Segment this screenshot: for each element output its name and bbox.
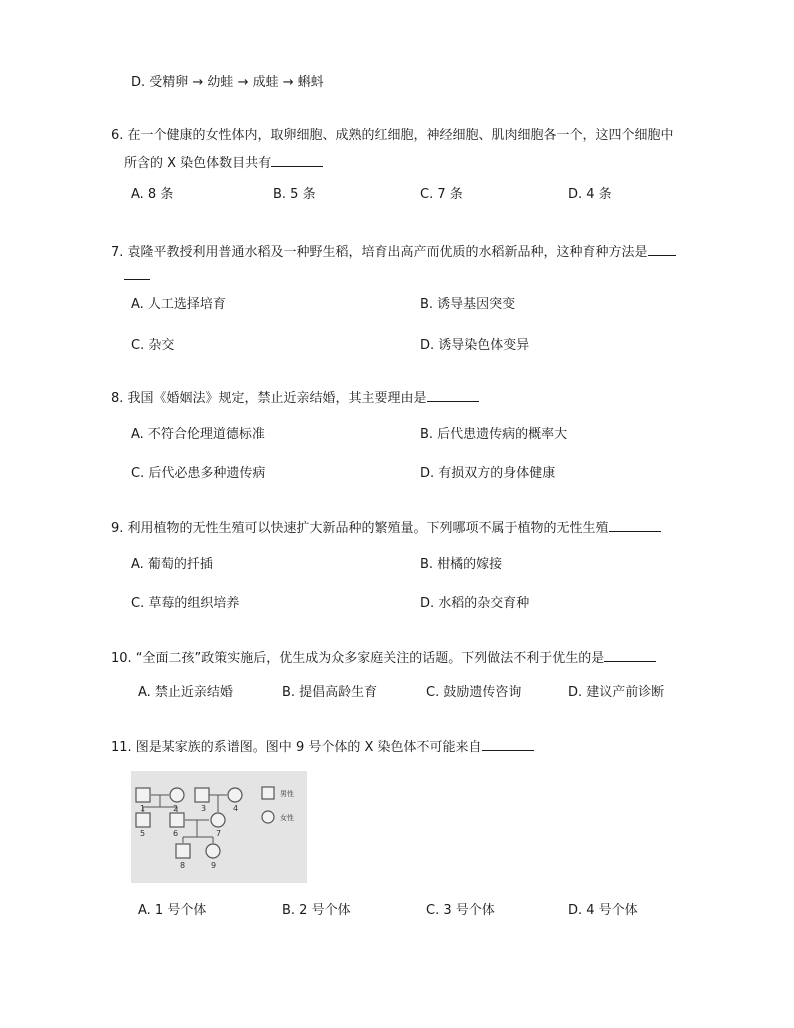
q7-option-b[interactable]: B. 诱导基因突变 (420, 297, 516, 312)
answer-blank[interactable] (427, 388, 479, 402)
q10-option-c[interactable]: C. 鼓励遗传咨询 (426, 685, 522, 700)
q8-option-d[interactable]: D. 有损双方的身体健康 (420, 466, 556, 481)
prev-option-d: D. 受精卵 → 幼蛙 → 成蛙 → 蝌蚪 (131, 75, 324, 90)
pedigree-female-4 (228, 788, 242, 802)
q8-stem: 8. 我国《婚姻法》规定，禁止近亲结婚，其主要理由是 (111, 388, 479, 408)
pedigree-female-7 (211, 813, 225, 827)
answer-blank[interactable] (609, 518, 661, 532)
answer-blank[interactable] (124, 266, 150, 280)
pedigree-number-9: 9 (211, 861, 217, 870)
pedigree-male-1 (136, 788, 150, 802)
pedigree-number-8: 8 (180, 861, 186, 870)
q8-option-b[interactable]: B. 后代患遗传病的概率大 (420, 427, 568, 442)
pedigree-number-7: 7 (216, 829, 222, 838)
q6-option-a[interactable]: A. 8 条 (131, 187, 174, 202)
q6-option-d[interactable]: D. 4 条 (568, 187, 612, 202)
q8-option-a[interactable]: A. 不符合伦理道德标准 (131, 427, 265, 442)
pedigree-male-3 (195, 788, 209, 802)
pedigree-diagram (131, 771, 307, 883)
pedigree-male-6 (170, 813, 184, 827)
pedigree-number-6: 6 (173, 829, 179, 838)
q9-option-b[interactable]: B. 柑橘的嫁接 (420, 557, 503, 572)
q11-option-c[interactable]: C. 3 号个体 (426, 903, 495, 918)
q6-stem-line2: 所含的 X 染色体数目共有 (124, 153, 323, 173)
q6-stem-line1: 6. 在一个健康的女性体内，取卵细胞、成熟的红细胞，神经细胞、肌肉细胞各一个，这四个细胞中 (111, 128, 674, 143)
q10-stem: 10. “全面二孩”政策实施后，优生成为众多家庭关注的话题。下列做法不利于优生的是 (111, 648, 656, 668)
answer-blank[interactable] (604, 648, 656, 662)
q9-option-d[interactable]: D. 水稻的杂交育种 (420, 596, 530, 611)
pedigree-male-5 (136, 813, 150, 827)
q7-stem-line1: 7. 袁隆平教授利用普通水稻及一种野生稻，培育出高产而优质的水稻新品种，这种育种方法是 (111, 242, 676, 262)
q11-stem: 11. 图是某家族的系谱图。图中 9 号个体的 X 染色体不可能来自 (111, 737, 534, 757)
q11-option-a[interactable]: A. 1 号个体 (138, 903, 207, 918)
pedigree-number-3: 3 (201, 804, 207, 813)
q9-option-a[interactable]: A. 葡萄的扦插 (131, 557, 213, 572)
q9-option-c[interactable]: C. 草莓的组织培养 (131, 596, 240, 611)
pedigree-male-8 (176, 844, 190, 858)
q10-option-b[interactable]: B. 提倡高龄生育 (282, 685, 378, 700)
pedigree-number-1: 1 (140, 804, 146, 813)
q9-stem: 9. 利用植物的无性生殖可以快速扩大新品种的繁殖量。下列哪项不属于植物的无性生殖 (111, 518, 661, 538)
q8-option-c[interactable]: C. 后代必患多种遗传病 (131, 466, 266, 481)
legend-male-label: 男性 (280, 790, 294, 798)
pedigree-female-2 (170, 788, 184, 802)
pedigree-female-9 (206, 844, 220, 858)
q10-option-d[interactable]: D. 建议产前诊断 (568, 685, 665, 700)
legend-male-symbol (262, 787, 274, 799)
pedigree-number-2: 2 (173, 804, 179, 813)
q11-option-b[interactable]: B. 2 号个体 (282, 903, 351, 918)
answer-blank[interactable] (648, 242, 676, 256)
q7-option-a[interactable]: A. 人工选择培育 (131, 297, 226, 312)
q7-option-d[interactable]: D. 诱导染色体变异 (420, 338, 530, 353)
q11-option-d[interactable]: D. 4 号个体 (568, 903, 638, 918)
pedigree-number-4: 4 (233, 804, 239, 813)
q7-option-c[interactable]: C. 杂交 (131, 338, 175, 353)
q7-stem-blank-cont (124, 266, 150, 286)
legend-female-symbol (262, 811, 274, 823)
q10-option-a[interactable]: A. 禁止近亲结婚 (138, 685, 233, 700)
q6-option-b[interactable]: B. 5 条 (273, 187, 316, 202)
pedigree-number-5: 5 (140, 829, 146, 838)
q6-option-c[interactable]: C. 7 条 (420, 187, 463, 202)
answer-blank[interactable] (271, 153, 323, 167)
answer-blank[interactable] (482, 737, 534, 751)
legend-female-label: 女性 (280, 814, 294, 822)
